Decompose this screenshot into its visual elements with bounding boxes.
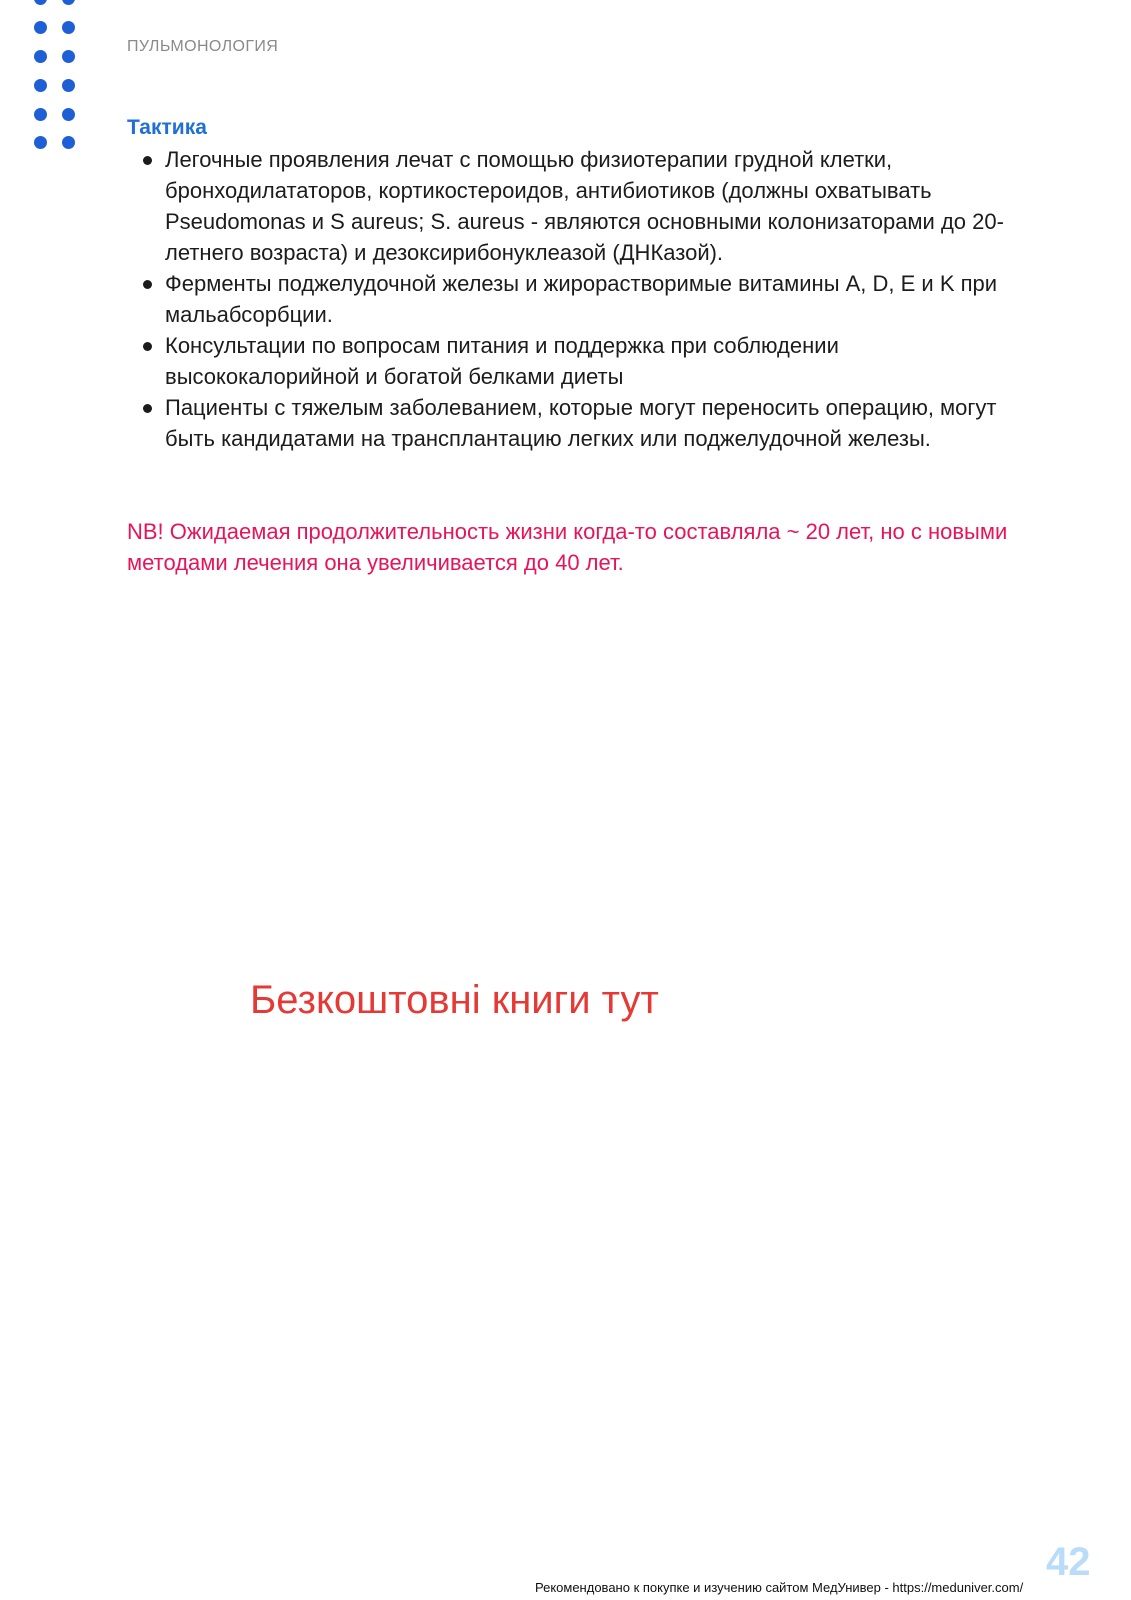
decorative-dot <box>34 0 47 5</box>
decorative-dot <box>34 136 47 149</box>
list-item-text: Консультации по вопросам питания и поддержка при соблюдении высококалорийной и богатой белками диеты <box>165 333 839 389</box>
decorative-dot <box>62 108 75 121</box>
decorative-dot <box>34 108 47 121</box>
page-number: 42 <box>1046 1540 1091 1584</box>
running-head: ПУЛЬМОНОЛОГИЯ <box>127 38 279 55</box>
bullet-icon <box>143 342 152 351</box>
decorative-dot <box>34 21 47 34</box>
list-item <box>140 330 1020 392</box>
list-item-text: Ферменты поджелудочной железы и жирорастворимые витамины A, D, E и K при мальабсорбции. <box>165 271 998 327</box>
footer-recommendation: Рекомендовано к покупке и изучению сайтом МедУнивер - https://meduniver.com/ <box>535 1580 1024 1595</box>
free-books-link[interactable]: Безкоштовні книги тут <box>250 978 659 1022</box>
treatment-list <box>140 144 1020 454</box>
decorative-dot-grid <box>34 0 94 152</box>
list-item-text: Пациенты с тяжелым заболеванием, которые могут переносить операцию, могут быть кандидатами на трансплантацию легких или поджелудочной железы. <box>165 395 997 451</box>
decorative-dot <box>34 79 47 92</box>
decorative-dot <box>62 21 75 34</box>
list-item <box>140 144 1020 268</box>
list-item-text: Легочные проявления лечат с помощью физиотерапии грудной клетки, бронходилататоров, кортикостероидов, антибиотиков (должны охватывать Pseudomonas и S aureus; S. aureus - являются основными колонизаторами до 20-летнего возраста) и дезоксирибонуклеазой (ДНКазой). <box>165 147 1004 265</box>
section-title: Тактика <box>127 116 207 139</box>
decorative-dot <box>34 50 47 63</box>
decorative-dot <box>62 0 75 5</box>
decorative-dot <box>62 79 75 92</box>
bullet-icon <box>143 280 152 289</box>
bullet-icon <box>143 404 152 413</box>
decorative-dot <box>62 50 75 63</box>
nb-note: NB! Ожидаемая продолжительность жизни когда-то составляла ~ 20 лет, но с новыми методами лечения она увеличивается до 40 лет. <box>127 519 1008 575</box>
list-item <box>140 268 1020 330</box>
decorative-dot <box>62 136 75 149</box>
bullet-icon <box>143 156 152 165</box>
list-item <box>140 392 1020 454</box>
